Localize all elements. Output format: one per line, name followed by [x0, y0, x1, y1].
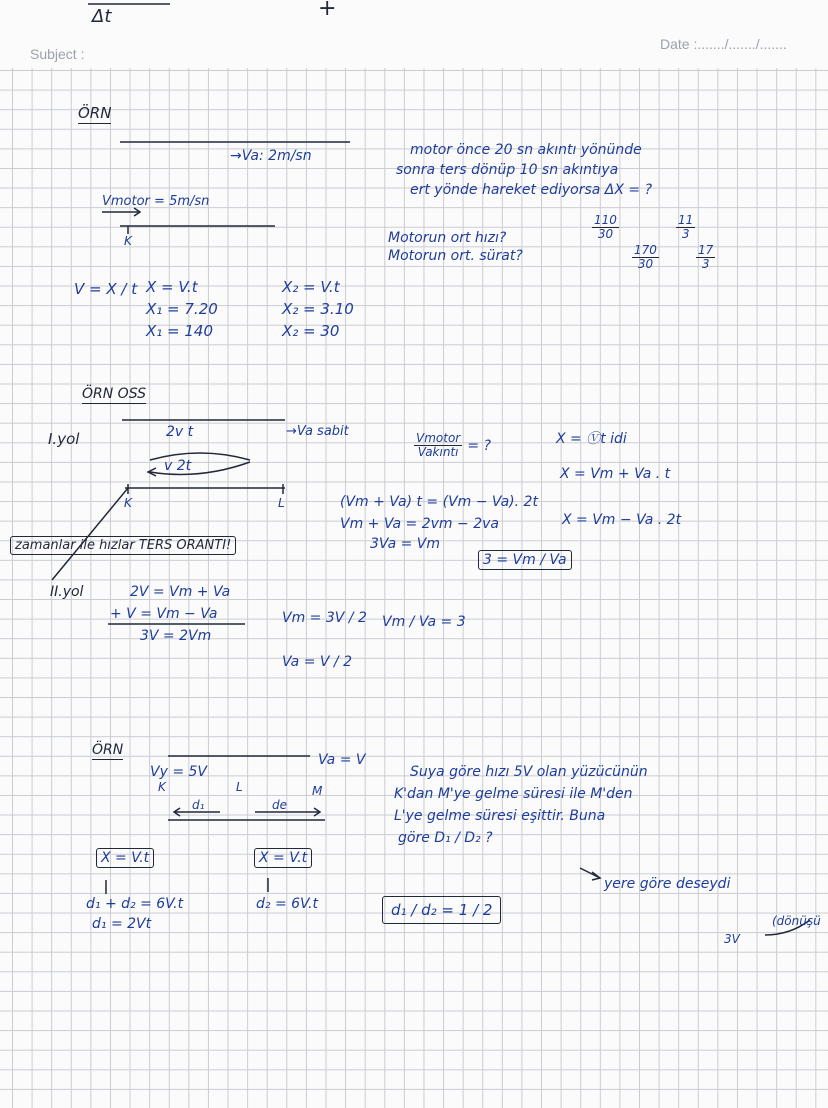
top-note-left: Δt: [92, 6, 112, 27]
ex1-eq1-line-3: X₁ = 140: [146, 322, 214, 340]
top-note-right: +: [318, 0, 337, 21]
ex3-problem-line-2: K'dan M'ye gelme süresi ile M'den: [394, 786, 633, 802]
ex1-fraction-4: [696, 244, 715, 271]
ex3-distance-1: d₁: [192, 798, 205, 812]
ex1-fraction-1: [592, 214, 619, 241]
ex2-point-l: L: [278, 496, 285, 510]
ex1-problem-line-1: motor önce 20 sn akıntı yönünde: [410, 142, 642, 158]
ex2-river-velocity: →Va sabit: [286, 424, 349, 439]
ex1-eq2-line-2: X₂ = 3.10: [282, 300, 354, 318]
subject-label: Subject :: [30, 46, 85, 62]
ex1-eq2-line-3: X₂ = 30: [282, 322, 340, 340]
ex1-frac2-den: 3: [681, 227, 690, 241]
ex2-title: ÖRN OSS: [82, 386, 146, 402]
ex1-frac3-num: 170: [634, 243, 657, 257]
ex3-point-m: M: [312, 784, 323, 798]
ex1-eq1-line-1: X = V.t: [146, 278, 198, 296]
ex2-method-2: II.yol: [50, 584, 84, 600]
ex3-calc-3: d₂ = 6V.t: [256, 896, 318, 912]
ex3-point-l: L: [236, 780, 243, 794]
ex1-frac3-den: 30: [637, 257, 654, 271]
ex3-problem-line-1: Suya göre hızı 5V olan yüzücünün: [410, 764, 648, 780]
ex2-segment-bottom: v 2t: [164, 458, 192, 474]
ex2-x-eq-2: X = Vm − Va . 2t: [562, 512, 682, 528]
ex1-question-velocity: Motorun ort hızı?: [388, 230, 507, 246]
ex3-swimmer-velocity: Vy = 5V: [150, 764, 207, 780]
ex1-frac2-num: 11: [678, 213, 694, 227]
ex2-system-3: 3V = 2Vm: [140, 628, 212, 644]
ex3-formula-box-2: X = V.t: [254, 848, 312, 868]
ex2-va-eq: Va = V / 2: [282, 654, 352, 670]
ex2-vm-eq: Vm = 3V / 2: [282, 610, 367, 626]
ex1-point-k: K: [124, 234, 132, 248]
ex2-ratio-eq: = ?: [467, 438, 491, 454]
ex3-problem-line-4: göre D₁ / D₂ ?: [398, 830, 493, 846]
ex2-boxed-ratio: 3 = Vm / Va: [478, 550, 572, 570]
ex2-point-k: K: [124, 496, 132, 510]
ex3-note-1: yere göre deseydi: [604, 876, 731, 892]
ex3-calc-2: d₁ = 2Vt: [92, 916, 152, 932]
ex1-frac1-num: 110: [594, 213, 617, 227]
ex1-frac4-num: 17: [698, 243, 714, 257]
ex2-segment-top: 2v t: [166, 424, 194, 440]
ex3-distance-2: de: [272, 798, 287, 812]
ex1-frac4-den: 3: [701, 257, 710, 271]
ex2-eq-b: Vm + Va = 2vm − 2va: [340, 516, 499, 532]
ex2-eq-c: 3Va = Vm: [370, 536, 441, 552]
ex3-formula-box-1: X = V.t: [96, 848, 154, 868]
ex2-eq-a: (Vm + Va) t = (Vm − Va). 2t: [340, 494, 538, 510]
ex3-river-velocity: Va = V: [318, 752, 366, 768]
ex1-problem-line-2: sonra ters dönüp 10 sn akıntıya: [396, 162, 619, 178]
ex2-vm-va-ratio: Vm / Va = 3: [382, 614, 466, 630]
ex1-fraction-3: [632, 244, 659, 271]
ex3-problem-line-3: L'ye gelme süresi eşittir. Buna: [394, 808, 606, 824]
ex1-fraction-2: [676, 214, 695, 241]
ex2-x-eq-1: X = Vm + Va . t: [560, 466, 671, 482]
ex2-system-2: + V = Vm − Va: [110, 606, 218, 622]
ex1-eq1-line-2: X₁ = 7.20: [146, 300, 218, 318]
ex2-inverse-note: zamanlar ile hızlar TERS ORANTI!: [10, 536, 236, 555]
ex1-river-velocity: →Va: 2m/sn: [230, 148, 312, 164]
ex1-title: ÖRN: [78, 104, 112, 122]
ex2-system-1: 2V = Vm + Va: [130, 584, 231, 600]
ex2-ratio: [414, 432, 491, 459]
ex3-calc-1: d₁ + d₂ = 6V.t: [86, 896, 184, 912]
ex1-question-speed: Motorun ort. sürat?: [388, 248, 523, 264]
ex3-title: ÖRN: [92, 742, 124, 758]
ex2-x-note: X = Ⓥt idi: [556, 431, 627, 447]
date-label: Date :......./......./.......: [660, 36, 787, 52]
ex2-ratio-den: Vakıntı: [417, 445, 459, 459]
ex3-answer-box: d₁ / d₂ = 1 / 2: [382, 896, 501, 924]
ex1-problem-line-3: ert yönde hareket ediyorsa ΔX = ?: [410, 182, 653, 198]
ex1-formula-v: V = X / t: [74, 280, 138, 298]
ex1-frac1-den: 30: [597, 227, 614, 241]
ex3-point-k: K: [158, 780, 166, 794]
ex2-method-1: I.yol: [48, 430, 80, 448]
ex1-motor-velocity: Vmotor = 5m/sn: [102, 194, 210, 209]
ex3-note-3: 3V: [724, 932, 740, 946]
ex3-note-2: (dönüşü: [772, 914, 821, 928]
ex1-eq2-line-1: X₂ = V.t: [282, 278, 340, 296]
ex2-ratio-num: Vmotor: [416, 431, 461, 445]
